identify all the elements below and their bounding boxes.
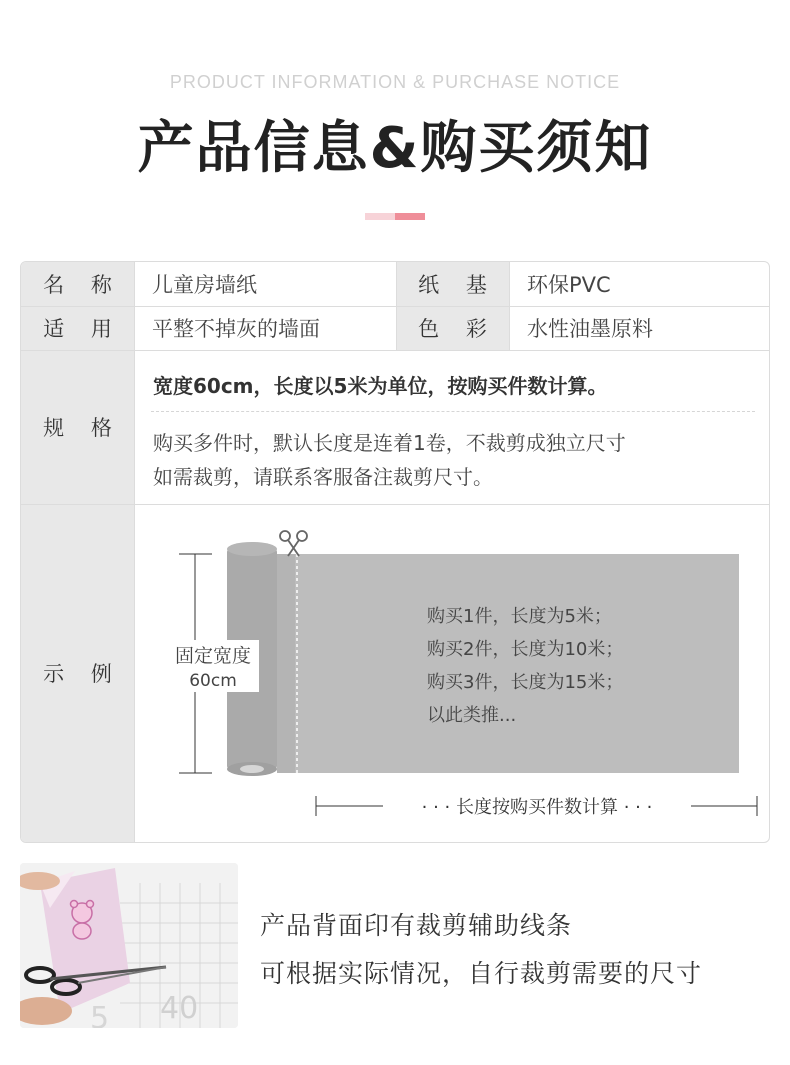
value-applicable: 平整不掉灰的墙面 <box>152 317 320 341</box>
label-paper-base: 纸 基 <box>396 262 509 306</box>
col-divider <box>396 262 397 350</box>
page-title: 产品信息&购买须知 <box>137 116 653 181</box>
label-name: 名 称 <box>21 262 134 306</box>
accent-bar-light <box>365 213 395 220</box>
col-divider <box>509 262 510 350</box>
product-info-table <box>20 261 770 843</box>
label-example: 示 例 <box>21 504 134 842</box>
accent-bar-dark <box>395 213 425 220</box>
example-line-2: 购买2件，长度为10米； <box>427 639 624 660</box>
example-line-4: 以此类推... <box>427 705 517 726</box>
roll-sheet-joint <box>277 554 295 773</box>
label-color: 色 彩 <box>396 306 509 350</box>
bear-icon <box>71 901 94 940</box>
notice-line-2: 可根据实际情况，自行裁剪需要的尺寸 <box>260 959 703 988</box>
english-subtitle: PRODUCT INFORMATION & PURCHASE NOTICE <box>169 72 621 92</box>
spec-main: 宽度60cm，长度以5米为单位，按购买件数计算。 <box>153 374 608 398</box>
wallpaper-roll-diagram <box>135 504 769 842</box>
roll-core <box>240 765 264 773</box>
scissors-icon <box>280 531 307 556</box>
example-line-3: 购买3件，长度为15米； <box>427 672 624 693</box>
spec-line-1: 购买多件时，默认长度是连着1卷，不裁剪成独立尺寸 <box>153 431 626 455</box>
width-label-1: 固定宽度 <box>174 645 252 667</box>
spec-divider <box>151 411 755 412</box>
roll-top <box>227 542 277 556</box>
title-accent-bar <box>365 213 425 220</box>
notice-line-1: 产品背面印有裁剪辅助线条 <box>260 911 573 940</box>
unrolled-sheet <box>295 554 739 773</box>
photo-digit: 40 <box>160 991 199 1026</box>
cutting-photo <box>20 863 238 1028</box>
label-spec: 规 格 <box>21 350 134 504</box>
photo-digit: 5 <box>90 1001 110 1028</box>
value-name: 儿童房墙纸 <box>152 273 257 297</box>
width-label-2: 60cm <box>189 671 237 691</box>
label-applicable: 适 用 <box>21 306 134 350</box>
example-line-1: 购买1件，长度为5米； <box>427 606 612 627</box>
value-color: 水性油墨原料 <box>527 317 653 341</box>
value-paper-base: 环保PVC <box>527 273 611 297</box>
length-label: · · · 长度按购买件数计算 · · · <box>421 797 653 818</box>
spec-line-2: 如需裁剪，请联系客服备注裁剪尺寸。 <box>153 465 493 489</box>
cutting-photo-illustration <box>20 863 238 1028</box>
